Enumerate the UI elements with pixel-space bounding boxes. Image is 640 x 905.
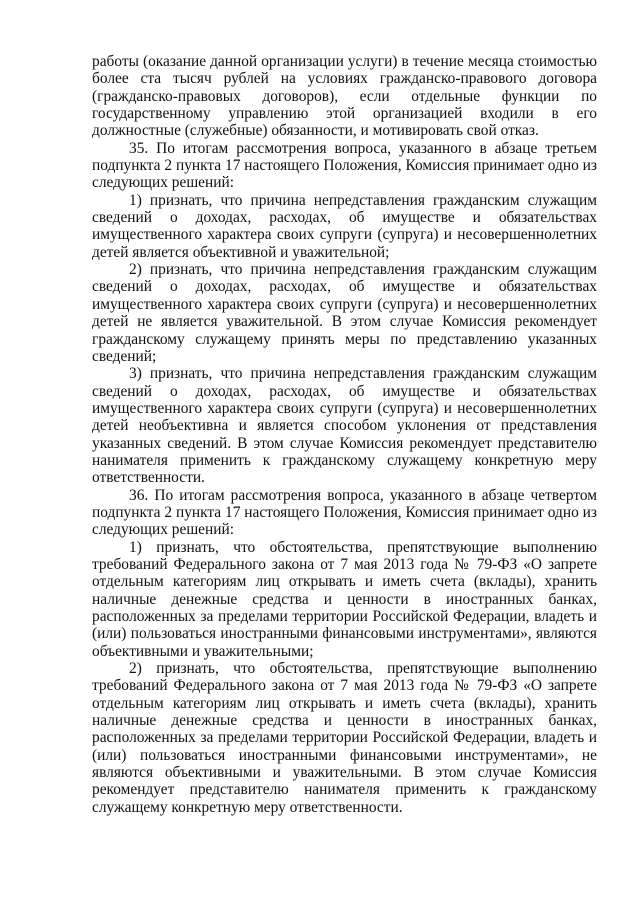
paragraph-item-35-2: 2) признать, что причина непредставления гражданским служащим сведений о доходах, расходах, об имуществе и обязательствах имущественного характера своих супруги (супруга) и несовершеннолетних детей не является уважительной. В этом случае Комиссия рекомендует гражданскому служащему принять меры по представлению указанных сведений; bbox=[92, 261, 597, 365]
document-page bbox=[92, 53, 597, 816]
paragraph-item-35-1: 1) признать, что причина непредставления гражданским служащим сведений о доходах, расходах, об имуществе и обязательствах имущественного характера своих супруги (супруга) и несовершеннолетних детей является объективной и уважительной; bbox=[92, 191, 597, 261]
paragraph-item-35: 35. По итогам рассмотрения вопроса, указанного в абзаце третьем подпункта 2 пункта 17 настоящего Положения, Комиссия принимает одно из следующих решений: bbox=[92, 139, 597, 192]
paragraph-item-36: 36. По итогам рассмотрения вопроса, указанного в абзаце четвертом подпункта 2 пункта 17 настоящего Положения, Комиссия принимает одно из следующих решений: bbox=[92, 486, 597, 539]
paragraph-item-36-2: 2) признать, что обстоятельства, препятствующие выполнению требований Федерального закона от 7 мая 2013 года № 79-ФЗ «О запрете отдельным категориям лиц открывать и иметь счета (вклады), хранить наличные денежные средства и ценности в иностранных банках, расположенных за пределами территории Российской Федерации, владеть и (или) пользоваться иностранными финансовыми инструментами», не являются объективными и уважительными. В этом случае Комиссия рекомендует представителю нанимателя применить к гражданскому служащему конкретную меру ответственности. bbox=[92, 660, 597, 816]
paragraph-continuation: работы (оказание данной организации услуги) в течение месяца стоимостью более ста тысяч рублей на условиях гражданско-правового договора (гражданско-правовых договоров), если отдельные функции по государственному управлению этой организацией входили в его должностные (служебные) обязанности, и мотивировать свой отказ. bbox=[92, 53, 597, 140]
paragraph-item-36-1: 1) признать, что обстоятельства, препятствующие выполнению требований Федерального закона от 7 мая 2013 года № 79-ФЗ «О запрете отдельным категориям лиц открывать и иметь счета (вклады), хранить наличные денежные средства и ценности в иностранных банках, расположенных за пределами территории Российской Федерации, владеть и (или) пользоваться иностранными финансовыми инструментами», являются объективными и уважительными; bbox=[92, 538, 597, 660]
paragraph-item-35-3: 3) признать, что причина непредставления гражданским служащим сведений о доходах, расходах, об имуществе и обязательствах имущественного характера своих супруги (супруга) и несовершеннолетних детей необъективна и является способом уклонения от представления указанных сведений. В этом случае Комиссия рекомендует представителю нанимателя применить к гражданскому служащему конкретную меру ответственности. bbox=[92, 365, 597, 487]
